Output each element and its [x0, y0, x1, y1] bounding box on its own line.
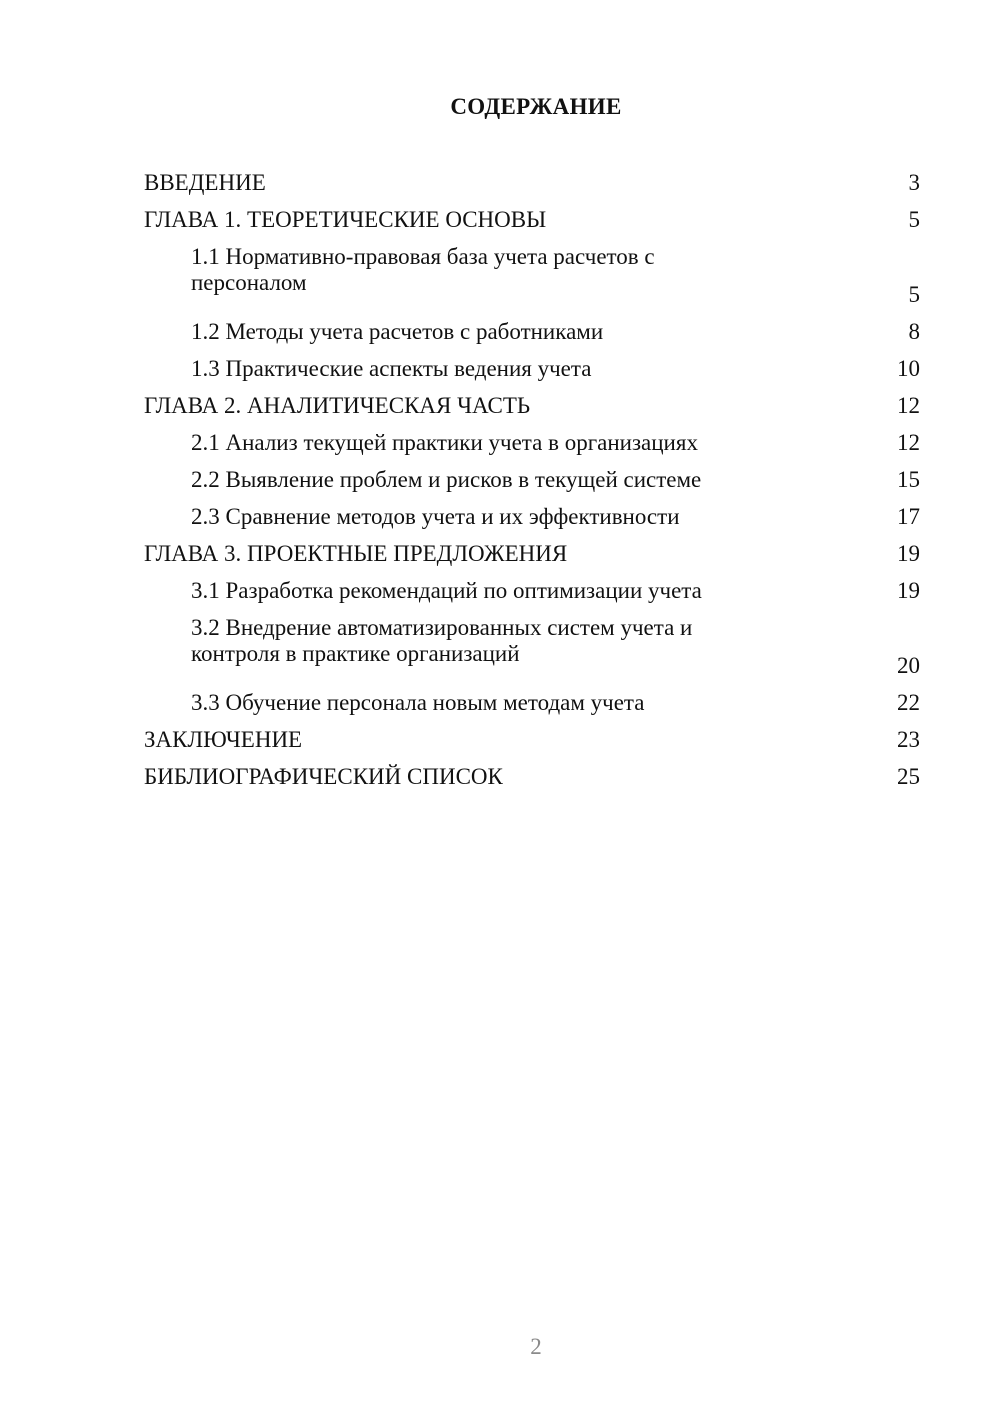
- toc-entry-conclusion[interactable]: [144, 727, 920, 764]
- toc-entry-page: 15: [897, 467, 920, 492]
- toc-entry-title: 3.2 Внедрение автоматизированных систем учета и контроля в практике организаций: [191, 615, 693, 666]
- toc-entry-page: 22: [897, 690, 920, 715]
- toc-entry-title: 3.3 Обучение персонала новым методам учета: [191, 690, 645, 715]
- toc-entry-section-3-3[interactable]: [144, 690, 920, 727]
- toc-entry-title: БИБЛИОГРАФИЧЕСКИЙ СПИСОК: [144, 764, 503, 789]
- toc-entry-section-1-2[interactable]: [144, 319, 920, 356]
- toc-entry-page: 19: [897, 541, 920, 566]
- page-title: СОДЕРЖАНИЕ: [450, 94, 622, 119]
- toc-entry-title: 1.1 Нормативно-правовая база учета расчетов с персоналом: [191, 244, 655, 295]
- toc-entry-bibliography[interactable]: [144, 764, 920, 801]
- toc-entry-page: 5: [908, 282, 920, 307]
- toc-entry-page: 12: [897, 393, 920, 418]
- toc-entry-introduction[interactable]: [144, 170, 920, 207]
- toc-entry-chapter-1[interactable]: [144, 207, 920, 244]
- toc-entry-chapter-2[interactable]: [144, 393, 920, 430]
- toc-entry-section-2-1[interactable]: [144, 430, 920, 467]
- toc-entry-title: 2.1 Анализ текущей практики учета в организациях: [191, 430, 698, 455]
- toc-entry-section-2-3[interactable]: [144, 504, 920, 541]
- toc-entry-section-1-3[interactable]: [144, 356, 920, 393]
- toc-entry-title: 2.2 Выявление проблем и рисков в текущей системе: [191, 467, 702, 492]
- toc-entry-page: 8: [908, 319, 920, 344]
- toc-entry-page: 5: [908, 207, 920, 232]
- toc-entry-page: 25: [897, 764, 920, 789]
- toc-entry-title: 1.3 Практические аспекты ведения учета: [191, 356, 592, 381]
- toc-entry-page: 3: [908, 170, 920, 195]
- toc-entry-section-3-1[interactable]: [144, 578, 920, 615]
- toc-entry-title: ВВЕДЕНИЕ: [144, 170, 266, 195]
- toc-entry-page: 20: [897, 653, 920, 678]
- toc-entry-section-1-1[interactable]: [144, 244, 920, 319]
- toc-entry-title: ГЛАВА 1. ТЕОРЕТИЧЕСКИЕ ОСНОВЫ: [144, 207, 547, 232]
- toc-entry-page: 17: [897, 504, 920, 529]
- toc-entry-title: ГЛАВА 2. АНАЛИТИЧЕСКАЯ ЧАСТЬ: [144, 393, 531, 418]
- toc-entry-section-3-2[interactable]: [144, 615, 920, 690]
- toc-entry-title: 1.2 Методы учета расчетов с работниками: [191, 319, 604, 344]
- toc-entry-section-2-2[interactable]: [144, 467, 920, 504]
- toc-entry-chapter-3[interactable]: [144, 541, 920, 578]
- toc-entry-page: 10: [897, 356, 920, 381]
- table-of-contents: [144, 170, 920, 801]
- toc-entry-page: 12: [897, 430, 920, 455]
- toc-entry-title: 2.3 Сравнение методов учета и их эффективности: [191, 504, 680, 529]
- toc-entry-page: 23: [897, 727, 920, 752]
- page-number: 2: [530, 1334, 542, 1359]
- toc-entry-title: 3.1 Разработка рекомендаций по оптимизации учета: [191, 578, 702, 603]
- toc-entry-title: ЗАКЛЮЧЕНИЕ: [144, 727, 303, 752]
- toc-entry-title: ГЛАВА 3. ПРОЕКТНЫЕ ПРЕДЛОЖЕНИЯ: [144, 541, 568, 566]
- toc-entry-page: 19: [897, 578, 920, 603]
